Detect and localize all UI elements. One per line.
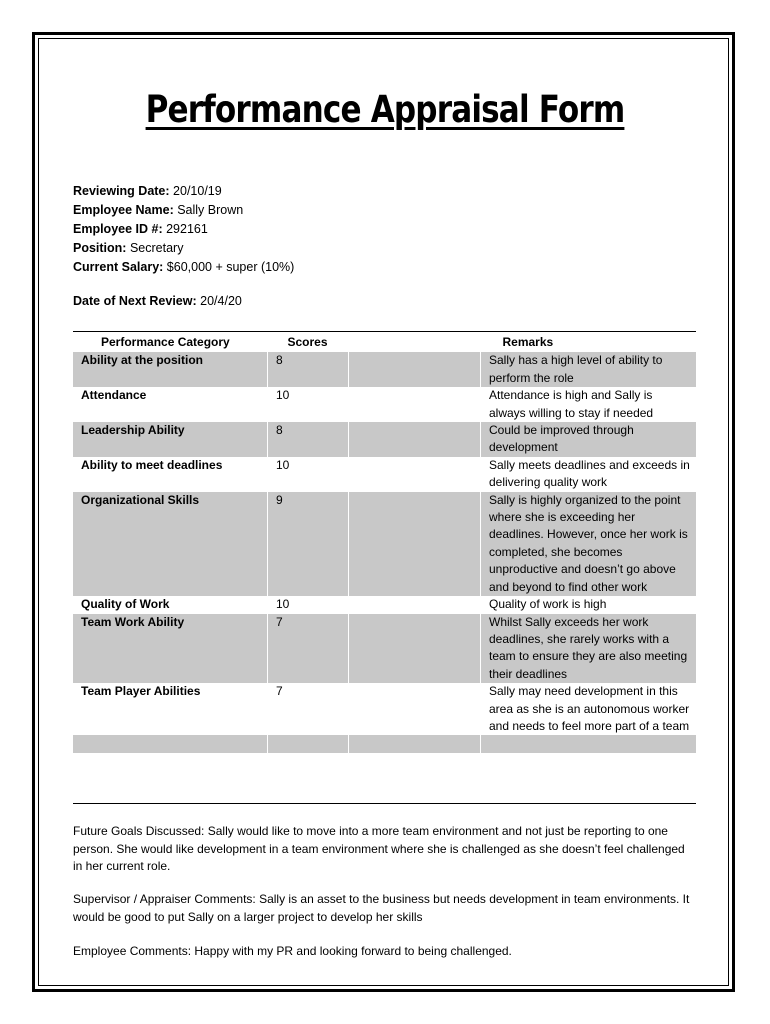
table-row (73, 614, 696, 684)
table-bottom-rule (73, 803, 696, 804)
row-remarks: Whilst Sally exceeds her work deadlines, she rarely works with a team to ensure they are also meeting their deadlines (481, 614, 697, 684)
row-score: 7 (268, 683, 349, 735)
future-goals-text: Future Goals Discussed: Sally would like to move into a more team environment and not just be reporting to one person. She would like development in a team environment where she is challenged as she doesn’t feel challenged in her current role. (73, 824, 685, 873)
header-blank (349, 332, 481, 352)
header-category: Performance Category (73, 332, 268, 352)
table-row (73, 387, 696, 422)
table-row (73, 352, 696, 387)
employee-comments-text: Employee Comments: Happy with my PR and looking forward to being challenged. (73, 944, 512, 958)
row-category: Leadership Ability (73, 422, 268, 457)
row-category: Team Work Ability (73, 614, 268, 684)
header-remarks: Remarks (481, 332, 697, 352)
employee-id-row: Employee ID #: 292161 (73, 222, 208, 236)
row-remarks: Could be improved through development (481, 422, 697, 457)
row-category: Organizational Skills (73, 492, 268, 596)
table-row (73, 457, 696, 492)
performance-table (73, 331, 696, 753)
table-row (73, 596, 696, 613)
row-score: 8 (268, 352, 349, 387)
supervisor-comments-text: Supervisor / Appraiser Comments: Sally is an asset to the business but needs development in team environments. It would be good to put Sally on a larger project to develop her skills (73, 892, 690, 924)
row-remarks: Sally has a high level of ability to perform the role (481, 352, 697, 387)
row-remarks: Sally meets deadlines and exceeds in delivering quality work (489, 457, 690, 490)
row-category: Ability to meet deadlines (73, 457, 268, 492)
row-category: Team Player Abilities (73, 683, 268, 735)
table-header-row (73, 332, 696, 352)
row-score: 8 (268, 422, 349, 457)
header-scores: Scores (268, 332, 349, 352)
row-score: 10 (268, 596, 349, 613)
reviewing-date-row: Reviewing Date: 20/10/19 (73, 184, 222, 198)
row-score: 10 (268, 457, 349, 492)
row-remarks: Attendance is high and Sally is always willing to stay if needed (489, 388, 654, 420)
employee-name-row: Employee Name: Sally Brown (73, 203, 244, 217)
table-row (73, 422, 696, 457)
row-score: 7 (268, 614, 349, 684)
row-remarks: Sally may need development in this area as she is an autonomous worker and needs to feel more part of a team (489, 684, 690, 733)
position-row: Position: Secretary (73, 241, 184, 255)
form-title: Performance Appraisal Form (145, 88, 625, 131)
employee-info (73, 182, 294, 277)
table-row-empty (73, 735, 696, 753)
table-row (73, 683, 696, 735)
salary-row: Current Salary: $60,000 + super (10%) (73, 260, 295, 274)
next-review-row: Date of Next Review: 20/4/20 (73, 294, 242, 308)
row-score: 10 (268, 387, 349, 422)
row-category: Ability at the position (73, 352, 268, 387)
row-category: Attendance (73, 387, 268, 422)
row-category: Quality of Work (73, 596, 268, 613)
row-remarks: Quality of work is high (489, 597, 607, 612)
row-remarks: Sally is highly organized to the point where she is exceeding her deadlines. However, once her work is completed, she becomes unproductive and doesn’t go above and beyond to find other work (481, 492, 697, 596)
row-score: 9 (268, 492, 349, 596)
table-row (73, 492, 696, 596)
